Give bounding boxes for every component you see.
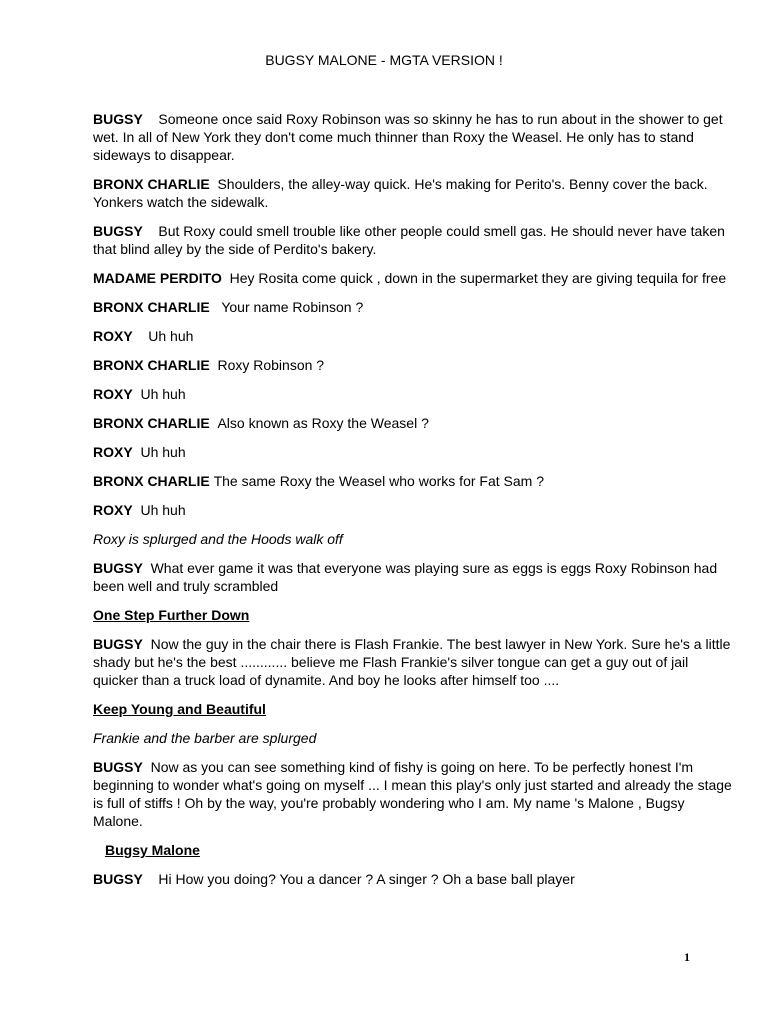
line-text: Hi How you doing? You a dancer ? A singer ? Oh a base ball player [158,871,575,887]
line-text: Uh huh [148,328,194,344]
speaker-name: BRONX CHARLIE [93,357,210,373]
line-text: Your name Robinson ? [221,299,364,315]
document-title: BUGSY MALONE - MGTA VERSION ! [265,52,503,68]
script-line [93,472,733,490]
stage-direction: Roxy is splurged and the Hoods walk off [93,531,343,547]
script-line [93,175,733,211]
script-line [93,443,733,461]
script-line [93,298,733,316]
line-text: Shoulders, the alley-way quick. He's making for Perito's. Benny cover the back. Yonkers watch the sidewalk. [93,176,708,210]
section-heading: Keep Young and Beautiful [93,701,266,717]
line-text: Uh huh [140,444,186,460]
script-line [93,269,733,287]
speaker-name: BUGSY [93,759,143,775]
speaker-name: BRONX CHARLIE [93,415,210,431]
speaker-name: ROXY [93,444,133,460]
line-text: Now the guy in the chair there is Flash Frankie. The best lawyer in New York. Sure he's a little shady but he's the best ............ believe me Flash Frankie's silver tongue can get a guy out of jail quicker than a truck load of dynamite. And boy he looks after himself too .... [93,636,731,688]
speaker-name: BUGSY [93,111,143,127]
line-text: Uh huh [140,386,186,402]
line-text: Hey Rosita come quick , down in the supermarket they are giving tequila for free [229,270,727,286]
speaker-name: BUGSY [93,636,143,652]
script-line [93,758,733,830]
speaker-name: MADAME PERDITO [93,270,222,286]
line-text: The same Roxy the Weasel who works for Fat Sam ? [213,473,544,489]
script-line [93,327,733,345]
page-number: 1 [684,950,690,964]
speaker-name: BRONX CHARLIE [93,176,210,192]
line-text: Roxy Robinson ? [217,357,325,373]
stage-direction: Frankie and the barber are splurged [93,730,317,746]
script-line [93,356,733,374]
speaker-name: BRONX CHARLIE [93,299,210,315]
section-heading: One Step Further Down [93,607,250,623]
speaker-name: ROXY [93,386,133,402]
script-line [93,559,733,595]
speaker-name: ROXY [93,328,133,344]
script-line [93,635,733,689]
script-line [93,110,733,164]
section-heading: Bugsy Malone [105,842,200,858]
line-text: Uh huh [140,502,186,518]
speaker-name: BRONX CHARLIE [93,473,210,489]
line-text: Now as you can see something kind of fishy is going on here. To be perfectly honest I'm beginning to wonder what's going on myself ... I mean this play's only just started and already the stage is full of stiffs ! Oh by the way, you're probably wondering who I am. My name 's Malone , Bugsy Malone. [93,759,732,829]
speaker-name: ROXY [93,502,133,518]
line-text: But Roxy could smell trouble like other people could smell gas. He should never have taken that blind alley by the side of Perdito's bakery. [93,223,725,257]
line-text: What ever game it was that everyone was playing sure as eggs is eggs Roxy Robinson had been well and truly scrambled [93,560,718,594]
script-line [93,501,733,519]
speaker-name: BUGSY [93,871,143,887]
script-line [93,385,733,403]
script-line [93,222,733,258]
speaker-name: BUGSY [93,560,143,576]
script-body [93,110,733,899]
speaker-name: BUGSY [93,223,143,239]
script-line [93,870,733,888]
line-text: Also known as Roxy the Weasel ? [217,415,429,431]
script-line [93,414,733,432]
line-text: Someone once said Roxy Robinson was so skinny he has to run about in the shower to get wet. In all of New York they don't come much thinner than Roxy the Weasel. He only has to stand sideways to disappear. [93,111,723,163]
